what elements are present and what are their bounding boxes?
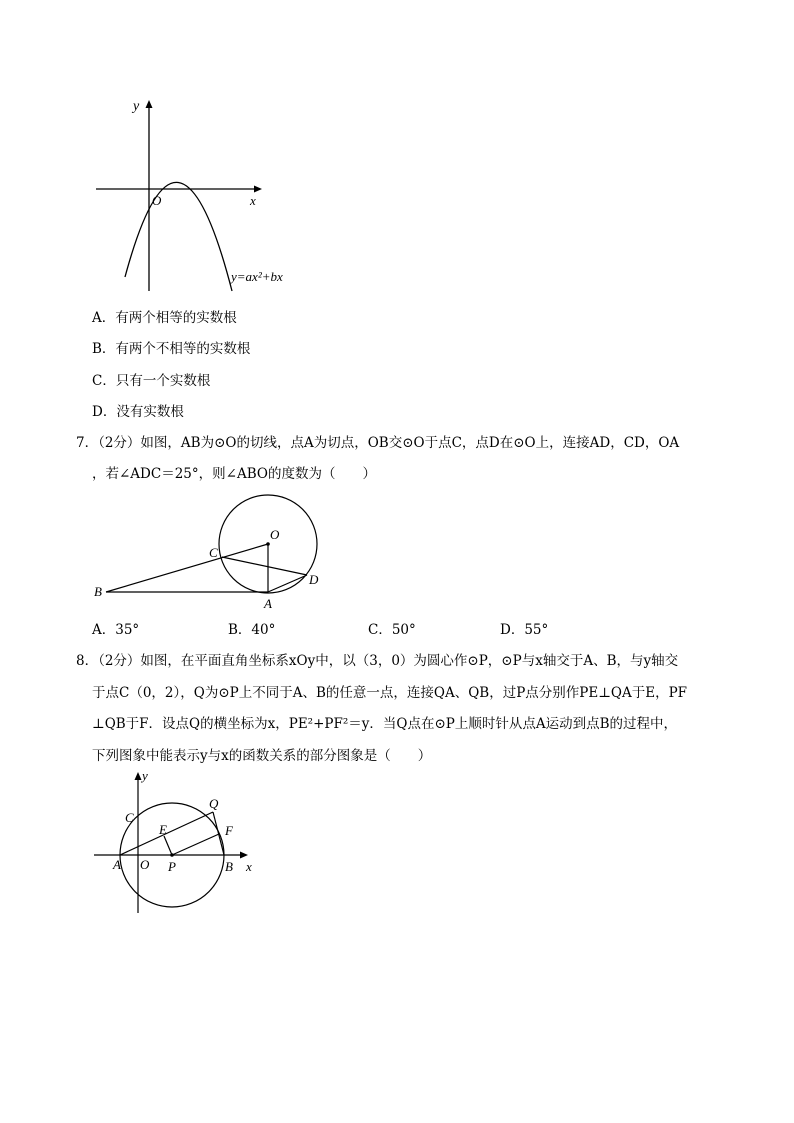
label-x: x bbox=[246, 859, 252, 874]
q7-tangent-circle-figure bbox=[92, 494, 332, 612]
y-axis-arrow bbox=[146, 100, 153, 108]
q7-stem-line-1: 7．（2分）如图，AB为⊙O的切线，点A为切点，OB交⊙O于点C，点D在⊙O上，连接AD，CD，OA bbox=[76, 435, 680, 451]
q7-option-b: B．40° bbox=[228, 622, 276, 638]
y-axis-label: y bbox=[133, 99, 140, 114]
label-b: B bbox=[225, 859, 233, 874]
label-a: A bbox=[113, 857, 121, 872]
parabola-curve bbox=[125, 182, 232, 291]
x-axis-arrow bbox=[254, 186, 262, 193]
y-axis-arrow bbox=[135, 772, 142, 780]
point-p bbox=[170, 853, 174, 857]
segment-pe bbox=[164, 836, 172, 855]
q6-option-c: C．只有一个实数根 bbox=[92, 373, 211, 389]
point-o bbox=[266, 542, 270, 546]
q8-stem-line-3: ⊥QB于F．设点Q的横坐标为x，PE²+PF²＝y．当Q点在⊙P上顺时针从点A运动到点B的过程中， bbox=[92, 716, 678, 732]
x-axis-label: x bbox=[250, 193, 256, 208]
q8-stem-line-4: 下列图象中能表示y与x的函数关系的部分图象是（ ） bbox=[92, 748, 432, 764]
q7-option-c: C．50° bbox=[368, 622, 416, 638]
q6-option-b: B．有两个不相等的实数根 bbox=[92, 341, 251, 357]
label-d: D bbox=[309, 572, 319, 587]
label-q: Q bbox=[209, 796, 219, 811]
label-e: E bbox=[159, 822, 167, 837]
q7-option-d: D．55° bbox=[500, 622, 549, 638]
x-axis-arrow bbox=[240, 852, 248, 859]
label-p: P bbox=[168, 859, 176, 874]
label-f: F bbox=[225, 823, 233, 838]
label-a: A bbox=[264, 596, 272, 611]
segment-cd bbox=[222, 557, 307, 575]
q6-option-d: D．没有实数根 bbox=[92, 404, 184, 420]
q8-stem-line-1: 8．（2分）如图，在平面直角坐标系xOy中，以（3，0）为圆心作⊙P，⊙P与x轴交于A、B，与y轴交 bbox=[76, 653, 679, 669]
q7-stem-line-2: ，若∠ADC＝25°，则∠ABO的度数为（ ） bbox=[92, 466, 376, 482]
segment-pf bbox=[172, 834, 219, 855]
origin-label: O bbox=[152, 193, 162, 208]
label-o: O bbox=[140, 857, 150, 872]
label-o: O bbox=[270, 527, 280, 542]
curve-equation-label: y=ax²+bx bbox=[231, 269, 283, 284]
label-b: B bbox=[94, 584, 102, 599]
label-c: C bbox=[125, 810, 134, 825]
q7-option-a: A．35° bbox=[92, 622, 140, 638]
label-y: y bbox=[142, 768, 148, 783]
q8-stem-line-2: 于点C（0，2），Q为⊙P上不同于A、B的任意一点，连接QA、QB，过P点分别作PE⊥QA于E，PF bbox=[92, 685, 688, 701]
segment-qb bbox=[213, 812, 224, 855]
label-c: C bbox=[209, 545, 218, 560]
segment-bo bbox=[106, 544, 268, 592]
q6-option-a: A．有两个相等的实数根 bbox=[92, 310, 237, 326]
q6-parabola-figure bbox=[92, 95, 308, 295]
q8-coordinate-circle-figure bbox=[92, 768, 264, 916]
